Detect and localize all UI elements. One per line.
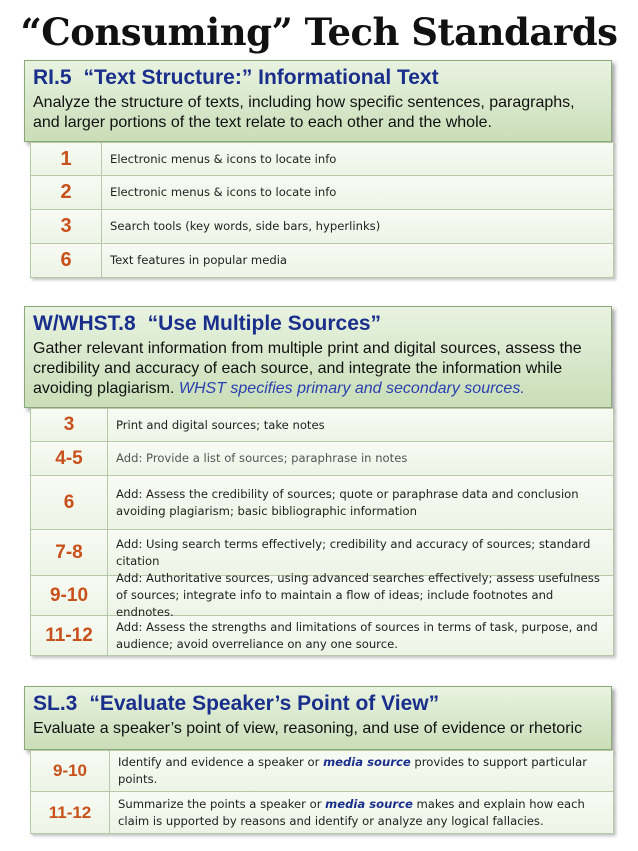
grade-row: [30, 142, 614, 176]
standard-description: [33, 339, 603, 399]
grade-level: 11-12: [31, 616, 108, 655]
media-source-emphasis: media source: [325, 796, 413, 811]
grade-level: 9-10: [31, 576, 108, 615]
standard-description: Evaluate a speaker’s point of view, reasoning, and use of evidence or rhetoric: [33, 720, 583, 737]
grade-level: 7-8: [31, 530, 108, 575]
standard-sl3: [24, 686, 612, 834]
text-after: provides to support particular points.: [118, 755, 588, 786]
grade-row: [30, 210, 614, 244]
grade-text: Add: Assess the strengths and limitations of sources in terms of task, purpose, and audience; avoid overreliance on any one source.: [116, 619, 598, 651]
grade-level: 9-10: [31, 751, 110, 791]
standard-ri5: [24, 60, 612, 278]
grade-row: [30, 750, 614, 792]
grade-row: [30, 476, 614, 530]
grade-row: [30, 408, 614, 442]
description-text: Gather relevant information from multiple print and digital sources, assess the credibility and accuracy of each source, and integrate the information while avoiding plagiarism.: [33, 340, 582, 397]
text-before: Identify and evidence a speaker or: [118, 755, 324, 769]
standard-code: RI.5: [33, 66, 72, 89]
standard-title: “Use Multiple Sources”: [147, 312, 382, 335]
text-before: Summarize the points a speaker or: [118, 796, 326, 811]
section-header: [24, 306, 612, 408]
grade-table: [30, 142, 614, 278]
grade-text: Electronic menus & icons to locate info: [110, 185, 337, 199]
section-header: [24, 686, 612, 750]
grade-text: Electronic menus & icons to locate info: [110, 151, 337, 166]
grade-text: Add: Authoritative sources, using advanced searches effectively; assess usefulness of sources; integrate info to maintain a flow of ideas; include footnotes and endnotes.: [116, 571, 600, 619]
section-header: [24, 60, 612, 142]
grade-text: Text features in popular media: [110, 253, 288, 267]
description-note: WHST specifies primary and secondary sources.: [178, 380, 525, 397]
grade-level: 6: [31, 476, 108, 529]
grade-level: 3: [31, 409, 108, 441]
grade-row: [30, 616, 614, 656]
grade-level: 6: [31, 244, 102, 277]
media-source-emphasis: media source: [323, 755, 411, 769]
grade-level: 2: [31, 176, 102, 209]
grade-row: [30, 176, 614, 210]
grade-level: 4-5: [31, 442, 108, 475]
standard-w-whst8: [24, 306, 612, 656]
grade-row: [30, 442, 614, 476]
grade-row: [30, 792, 614, 834]
grade-text: Add: Assess the credibility of sources; quote or paraphrase data and conclusion avoiding plagiarism; basic bibliographic information: [116, 486, 579, 518]
grade-level: 3: [31, 210, 102, 243]
grade-level: 11-12: [31, 792, 110, 833]
grade-text: [110, 750, 613, 792]
grade-row: [30, 244, 614, 278]
grade-text: Add: Provide a list of sources; paraphrase in notes: [116, 451, 408, 465]
grade-table: [30, 408, 614, 656]
grade-row: [30, 571, 614, 619]
grade-table: [30, 750, 614, 834]
standard-description: Analyze the structure of texts, including how specific sentences, paragraphs, and larger portions of the text relate to each other and the whole.: [33, 94, 575, 131]
grade-level: 1: [31, 143, 102, 175]
standard-code: W/WHST.8: [33, 312, 136, 335]
standard-title: “Evaluate Speaker’s Point of View”: [89, 692, 440, 715]
page-title: “Consuming” Tech Standards: [20, 10, 618, 54]
standard-title: “Text Structure:” Informational Text: [83, 66, 439, 89]
standard-code: SL.3: [33, 692, 78, 715]
grade-text: Search tools (key words, side bars, hyperlinks): [110, 219, 381, 233]
text-after: makes and explain how each claim is upported by reasons and identify or analyze any logical fallacies.: [118, 796, 585, 828]
grade-text: Add: Using search terms effectively; credibility and accuracy of sources; standard citation: [116, 536, 591, 568]
grade-text: [110, 792, 613, 834]
grade-text: Print and digital sources; take notes: [116, 417, 325, 432]
